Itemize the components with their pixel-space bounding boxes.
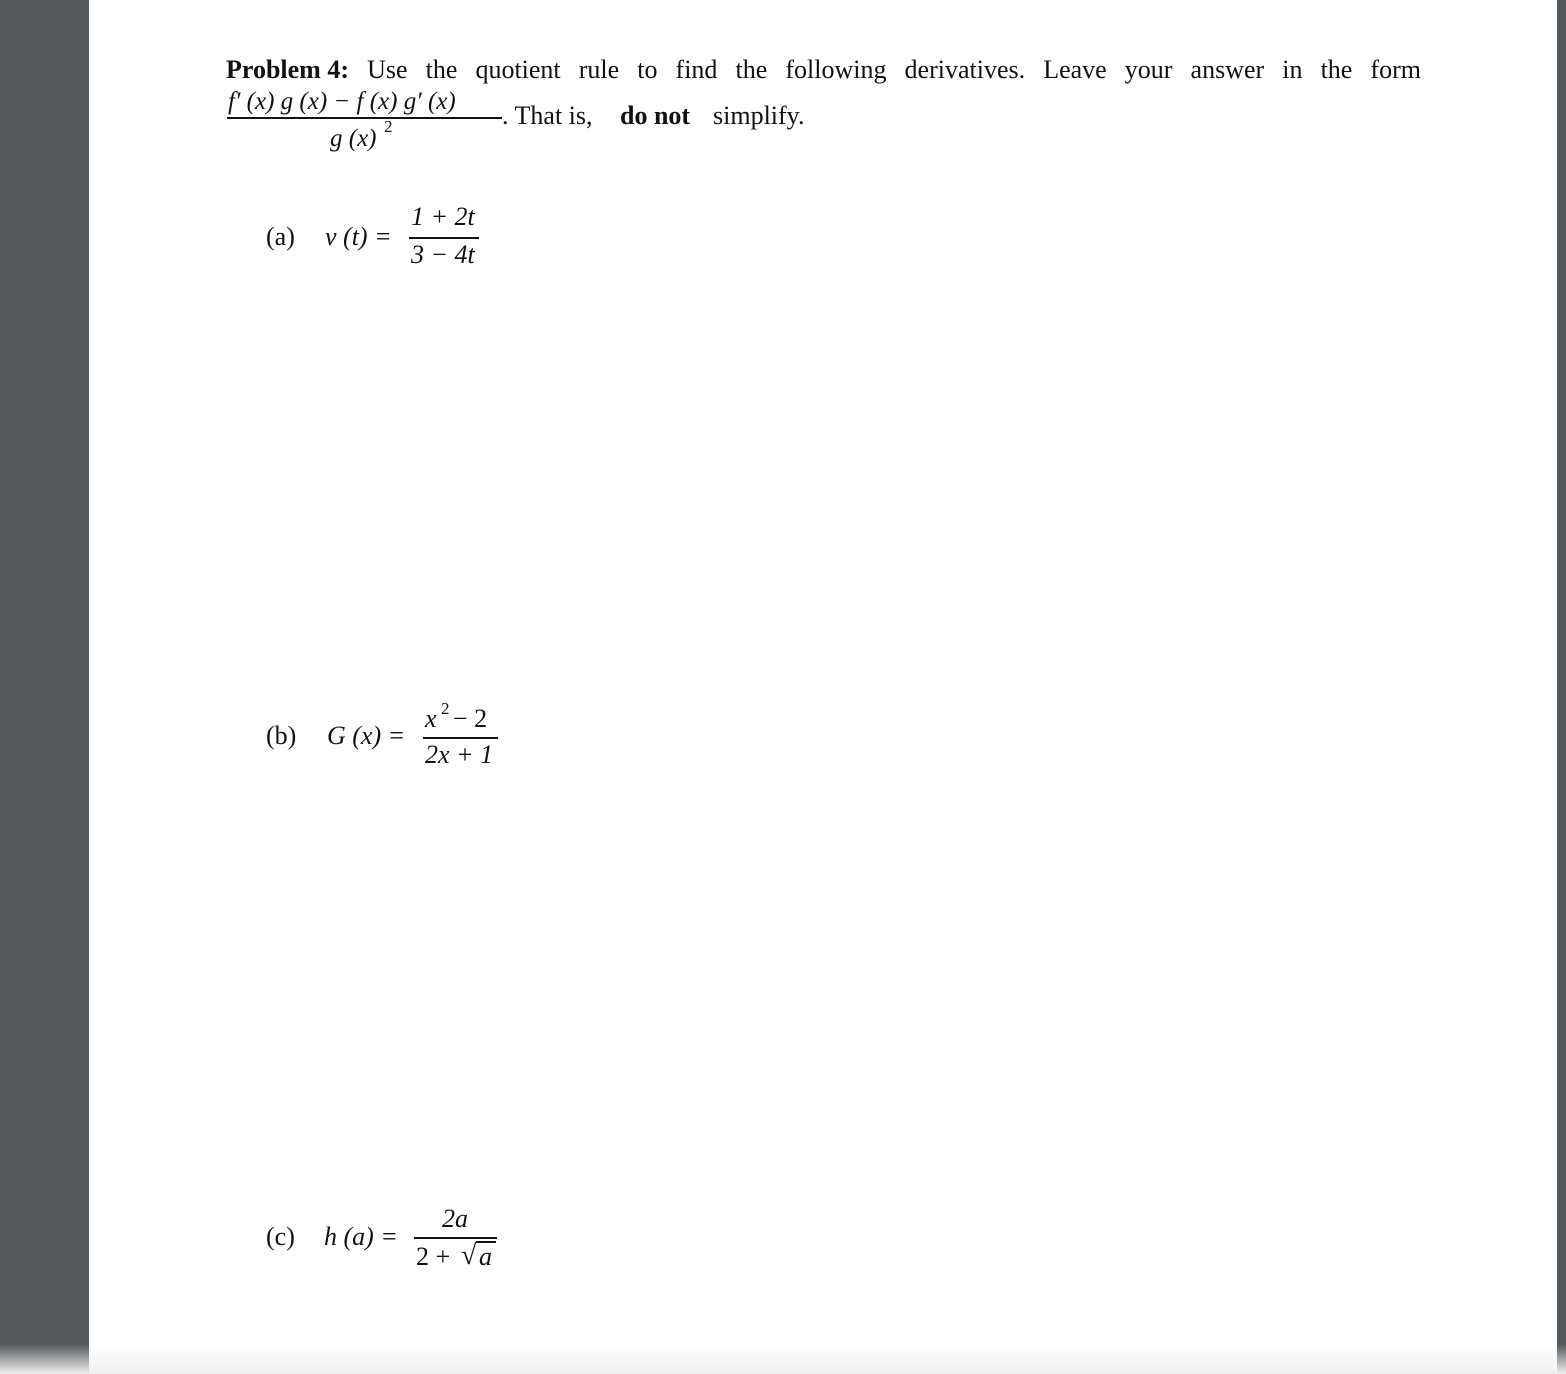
instruction-word: Use [367,55,408,84]
part-b-denominator: 2x + 1 [425,740,494,769]
instruction-word: derivatives. [904,55,1026,84]
closing-text: simplify. [713,101,805,130]
part-b-numerator-exponent: 2 [441,699,450,718]
instruction-word: to [637,55,658,84]
part-a-label: (a) [266,222,295,251]
form-denominator: g (x) [330,125,377,152]
part-c-lhs: h (a) = [324,1222,398,1251]
part-a-numerator: 1 + 2t [411,202,475,231]
instruction-word: form [1370,55,1421,84]
part-c-sqrt-arg: a [479,1242,492,1271]
instruction-word: the [425,55,458,84]
part-c-fraction-bar [414,1237,497,1239]
instruction-word: rule [578,55,620,84]
instruction-word: answer [1190,55,1265,84]
part-b-numerator-rest: − 2 [453,704,488,733]
part-b-fraction-bar [423,737,498,739]
instruction-word: following [785,55,887,84]
emphasis-text: do not [620,101,691,130]
part-c-label: (c) [266,1222,295,1251]
instruction-word: in [1282,55,1303,84]
problem-label: Problem 4: [226,55,349,84]
document-page [89,0,1557,1374]
problem-statement-line [226,57,1421,83]
part-c-sqrt-symbol: √ [461,1240,477,1271]
part-b-label: (b) [266,721,297,750]
part-a-denominator: 3 − 4t [411,240,475,269]
instruction-word: your [1124,55,1173,84]
part-c-numerator: 2a [442,1204,468,1233]
instruction-word: Leave [1043,55,1107,84]
part-a-fraction-bar [409,237,479,239]
after-form-text: . That is, [502,101,593,130]
instruction-word: the [1320,55,1353,84]
page-bottom-shadow [0,1344,1566,1374]
instruction-word: the [735,55,768,84]
form-denominator-exponent: 2 [384,117,393,136]
part-b-lhs: G (x) = [327,721,406,750]
instruction-word: quotient [475,55,561,84]
form-numerator: f′ (x) g (x) − f (x) g′ (x) [228,88,456,115]
instruction-word: find [675,55,718,84]
form-fraction-bar [227,117,502,119]
part-b-numerator-base: x [425,704,437,733]
part-a-lhs: v (t) = [325,222,392,251]
viewer-right-edge [1557,0,1566,1374]
part-c-denominator-prefix: 2 + [416,1242,451,1271]
